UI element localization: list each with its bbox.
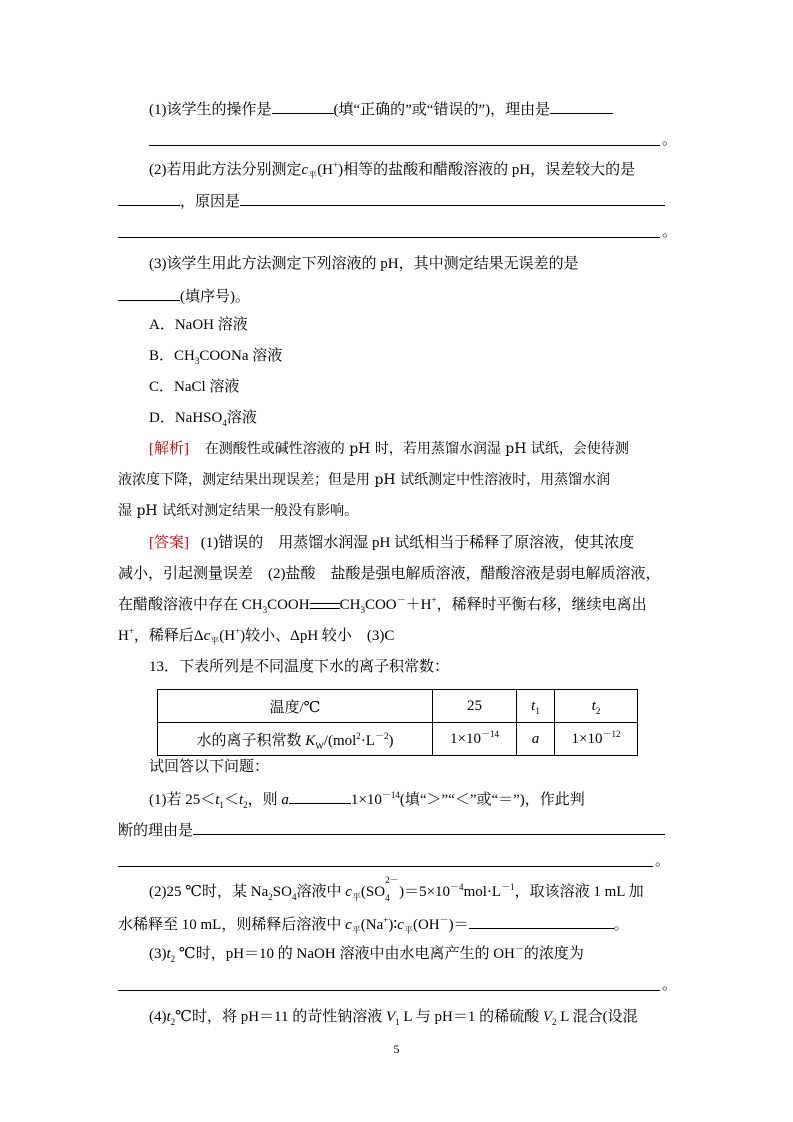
p2-line-1: (2)25 ℃时，某 $Na_2SO_4$溶液中 $c_平(SO$ 2－ 4 )$=5\times 10^{-4}mol\cdot L^{-1}$，取该溶液 1 mL 加 — [149, 875, 644, 903]
p3-end: 。 — [662, 977, 678, 993]
q1-answer-line[interactable] — [149, 145, 660, 146]
q2-line-2: ，原因是 — [118, 190, 665, 212]
table-row — [158, 690, 638, 723]
p3-line-1: $(3)t_2$ ℃时，pH＝10 的 NaOH 溶液中由水电离产生的 OH－的浓度为 — [149, 944, 584, 964]
table-cell: 水的离子积常数 $K_W/(mol^2\cdot L^{-2})$ — [158, 723, 433, 756]
q1-pre: (1)该学生的操作是 — [149, 102, 272, 118]
analysis-label: [解析] — [149, 441, 189, 457]
q2-blank-1[interactable] — [118, 190, 180, 206]
q3-option-b: B．$CH_3COONa$ 溶液 — [149, 348, 283, 366]
ion-product-table — [157, 689, 638, 756]
q1-end: 。 — [662, 132, 678, 148]
q1-line — [149, 98, 613, 120]
answer-line-1: [答案] (1)错误的 用蒸馏水润湿 pH 试纸相当于稀释了原溶液，使其浓度 — [149, 535, 635, 551]
page-number: 5 — [393, 1042, 400, 1056]
table-row — [158, 723, 638, 756]
q2-end: 。 — [662, 224, 678, 240]
table-cell: $1\times 10^{-14}$ — [433, 723, 517, 756]
analysis-line-3: 湿 pH 试纸对测定结果一般没有影响。 — [118, 503, 359, 519]
p1-blank-2[interactable] — [193, 819, 665, 835]
answer-line-3: 在醋酸溶液中存在 $CH_3COOH$ $CH_3COO^-+H^+$，稀释时平衡右移，继续电离出 — [118, 595, 647, 615]
q13-ask: 试回答以下问题： — [149, 759, 270, 775]
p2-line-2: 水稀释至 10 mL，则稀释后溶液中 $c_平(Na^+)∶c_平(OH^-)=$ 。 — [118, 915, 629, 935]
q3-line-1: (3)该学生用此方法测定下列溶液的 pH，其中测定结果无误差的是 — [149, 256, 579, 272]
analysis-line-1: [解析] 在测酸性或碱性溶液的 pH 时，若用蒸馏水润湿 pH 试纸，会使待测 — [149, 441, 629, 457]
q3-option-a: A．NaOH 溶液 — [149, 317, 248, 333]
answer-line-4: H+，稀释后$\Delta c_平(H^+)$较小、ΔpH 较小 (3)C — [118, 626, 395, 646]
p1-line-1: (1)若 $25<t_1<t_2$，则 a $1\times 10^{-14}$(填“＞”“＜”或“＝”)，作此判 — [149, 790, 585, 810]
p1-blank-1[interactable] — [289, 788, 351, 804]
q3-line-2: (填序号)。 — [118, 285, 250, 307]
table-cell: $t_1$ — [517, 690, 555, 723]
analysis-line-2: 液浓度下降，测定结果出现误差；但是用 pH 试纸测定中性溶液时，用蒸馏水润 — [118, 472, 611, 488]
answer-line-2: 减小，引起测量误差 (2)盐酸 盐酸是强电解质溶液，醋酸溶液是弱电解质溶液， — [118, 566, 661, 582]
q1-mid: (填“正确的”或“错误的”)，理由是 — [333, 102, 551, 118]
q1-blank-1[interactable] — [272, 98, 334, 114]
q2-blank-2[interactable] — [240, 190, 665, 206]
p1-line-2: 断的理由是 — [118, 819, 665, 841]
table-cell: a — [517, 723, 555, 756]
q1-blank-2[interactable] — [550, 98, 613, 114]
table-cell: $1\times 10^{-12}$ — [555, 723, 638, 756]
q2-answer-line[interactable] — [118, 237, 660, 238]
p2-blank[interactable] — [469, 913, 614, 929]
equilibrium-arrow-icon — [310, 600, 340, 612]
table-cell: $t_2$ — [555, 690, 638, 723]
table-cell: 温度/℃ — [158, 690, 433, 723]
p1-answer-line[interactable] — [118, 866, 653, 867]
q3-option-d: D．NaHSO$_4$溶液 — [149, 410, 257, 428]
p1-end: 。 — [655, 853, 671, 869]
q3-option-c: C．NaCl 溶液 — [149, 379, 240, 395]
table-cell: 25 — [433, 690, 517, 723]
q13-stem: 13．下表所列是不同温度下水的离子积常数： — [149, 659, 450, 675]
q3-blank[interactable] — [118, 285, 180, 301]
q2-line-1: (2)若用此方法分别测定$c_平(H^+)$相等的盐酸和醋酸溶液的 pH，误差较大的是 — [149, 160, 636, 180]
p3-answer-line[interactable] — [118, 990, 660, 991]
answer-label: [答案] — [149, 535, 189, 551]
p4-line-1: $(4)t_2℃$时，将 pH＝11 的苛性钠溶液 $V_1$ L 与 pH＝1 的稀硫酸 $V_2$ L 混合(设混 — [149, 1009, 638, 1027]
